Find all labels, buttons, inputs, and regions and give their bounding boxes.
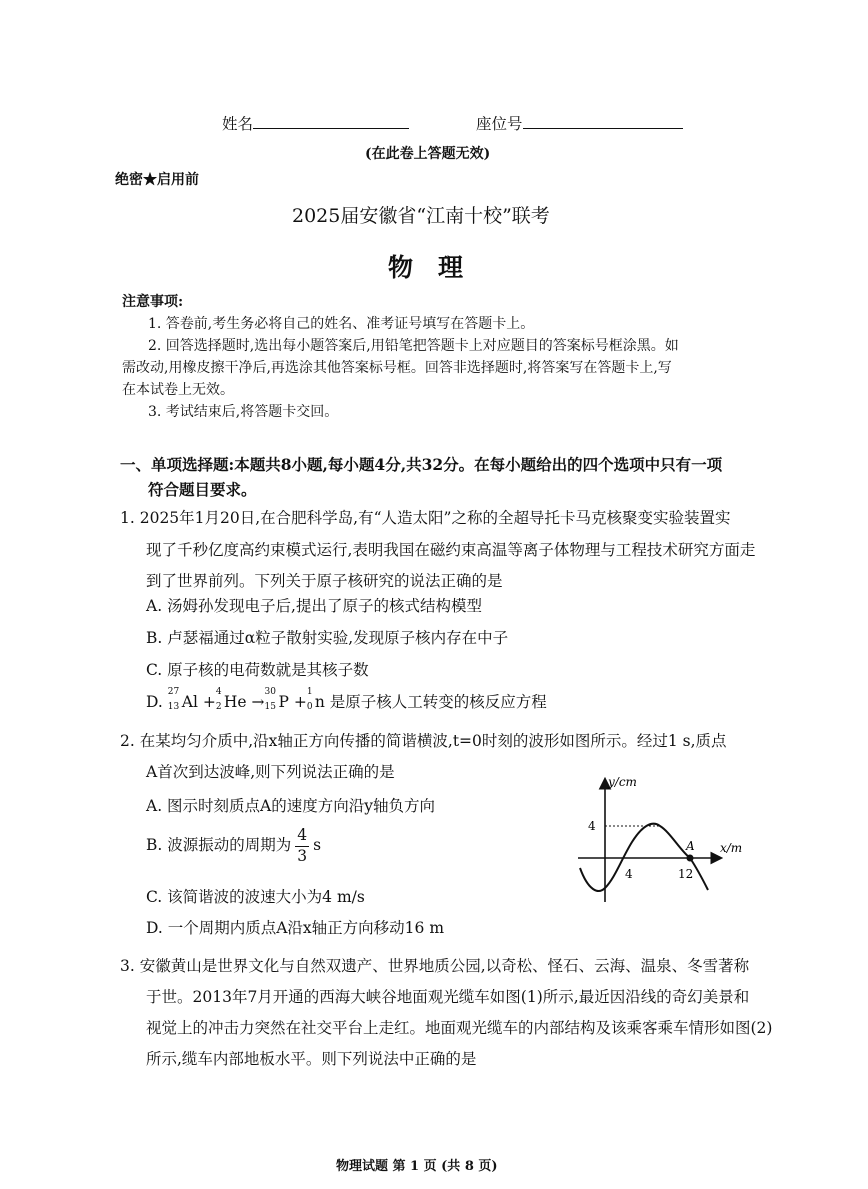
x-axis-label: x/m	[720, 841, 743, 855]
invalid-note: (在此卷上答题无效)	[365, 146, 491, 162]
notes-item-1: 1. 答卷前,考生务必将自己的姓名、准考证号填写在答题卡上。	[148, 316, 535, 332]
q1-option-d-text: 是原子核人工转变的核反应方程	[329, 693, 547, 711]
q3-stem-line2: 于世。2013年7月开通的西海大峡谷地面观光缆车如图(1)所示,最近因沿线的奇幻美景和	[146, 988, 750, 1006]
nuclide-al: 27 13 Al	[167, 687, 198, 712]
notes-item-2-cont: 需改动,用橡皮擦干净后,再选涂其他答案标号框。回答非选择题时,将答案写在答题卡上,写	[122, 360, 672, 376]
q1-option-c: C. 原子核的电荷数就是其核子数	[146, 661, 369, 679]
q1-option-b: B. 卢瑟福通过α粒子散射实验,发现原子核内存在中子	[146, 629, 509, 647]
seat-blank	[523, 112, 683, 129]
seat-field	[476, 112, 683, 134]
q2-option-b-text: B. 波源振动的周期为	[146, 836, 292, 854]
q2-option-a: A. 图示时刻质点A的速度方向沿y轴负方向	[146, 797, 435, 815]
reaction-arrow: →	[251, 693, 265, 711]
q2-stem-line2: A首次到达波峰,则下列说法正确的是	[146, 763, 395, 781]
q1-option-d	[146, 687, 547, 712]
q3-stem-line3: 视觉上的冲击力突然在社交平台上走红。地面观光缆车的内部结构及该乘客乘车情形如图(2)	[146, 1019, 773, 1037]
period-fraction: $\frac{4}{3}$	[297, 826, 308, 865]
q3-stem-line1: 3. 安徽黄山是世界文化与自然双遗产、世界地质公园,以奇松、怪石、云海、温泉、冬雪著称	[120, 957, 750, 975]
nuclide-he: 4 2 He	[215, 687, 247, 712]
point-a-marker	[687, 855, 694, 862]
name-label: 姓名	[222, 115, 254, 133]
plus-sign: +	[202, 693, 216, 711]
q1-stem-line1: 1. 2025年1月20日,在合肥科学岛,有“人造太阳”之称的全超导托卡马克核聚变实验装置实	[120, 509, 731, 527]
seat-label: 座位号	[476, 115, 523, 133]
section-heading-cont: 符合题目要求。	[148, 480, 257, 499]
nuclide-p: 30 15 P	[264, 687, 289, 712]
q2-option-d: D. 一个周期内质点A沿x轴正方向移动16 m	[146, 919, 445, 937]
page-footer: 物理试题 第 1 页 (共 8 页)	[336, 1159, 498, 1174]
y-axis-label: y/cm	[608, 775, 637, 789]
nuclide-n: 1 0 n	[306, 687, 325, 712]
secret-label: 绝密★启用前	[115, 172, 199, 188]
q1-option-a: A. 汤姆孙发现电子后,提出了原子的核式结构模型	[146, 597, 482, 615]
q2-option-b	[146, 828, 321, 864]
subject-title: 物 理	[388, 253, 464, 282]
notes-item-3: 3. 考试结束后,将答题卡交回。	[148, 404, 339, 420]
period-unit: s	[313, 836, 322, 854]
plus-sign: +	[293, 693, 307, 711]
y-tick-label: 4	[588, 819, 596, 833]
wave-figure	[570, 770, 780, 910]
name-blank	[253, 112, 409, 129]
name-field	[222, 112, 409, 134]
notes-item-2-cont2: 在本试卷上无效。	[122, 382, 234, 398]
q2-option-c: C. 该简谐波的波速大小为4 m/s	[146, 888, 365, 906]
q1-option-d-letter: D.	[146, 693, 163, 711]
x-tick-label-2: 12	[678, 867, 694, 881]
notes-heading: 注意事项:	[122, 294, 184, 310]
point-a-label: A	[686, 839, 695, 853]
q2-stem-line1: 2. 在某均匀介质中,沿x轴正方向传播的简谐横波,t=0时刻的波形如图所示。经过1 s,质点	[120, 732, 727, 750]
q3-stem-line4: 所示,缆车内部地板水平。则下列说法中正确的是	[146, 1050, 477, 1068]
exam-title: 2025届安徽省“江南十校”联考	[292, 205, 550, 227]
notes-item-2: 2. 回答选择题时,选出每小题答案后,用铅笔把答题卡上对应题目的答案标号框涂黑。如	[148, 338, 679, 354]
section-heading: 一、单项选择题:本题共8小题,每小题4分,共32分。在每小题给出的四个选项中只有一项	[120, 455, 723, 474]
q1-stem-line3: 到了世界前列。下列关于原子核研究的说法正确的是	[146, 572, 503, 590]
x-tick-label-1: 4	[625, 867, 633, 881]
q1-stem-line2: 现了千秒亿度高约束模式运行,表明我国在磁约束高温等离子体物理与工程技术研究方面走	[146, 541, 756, 559]
